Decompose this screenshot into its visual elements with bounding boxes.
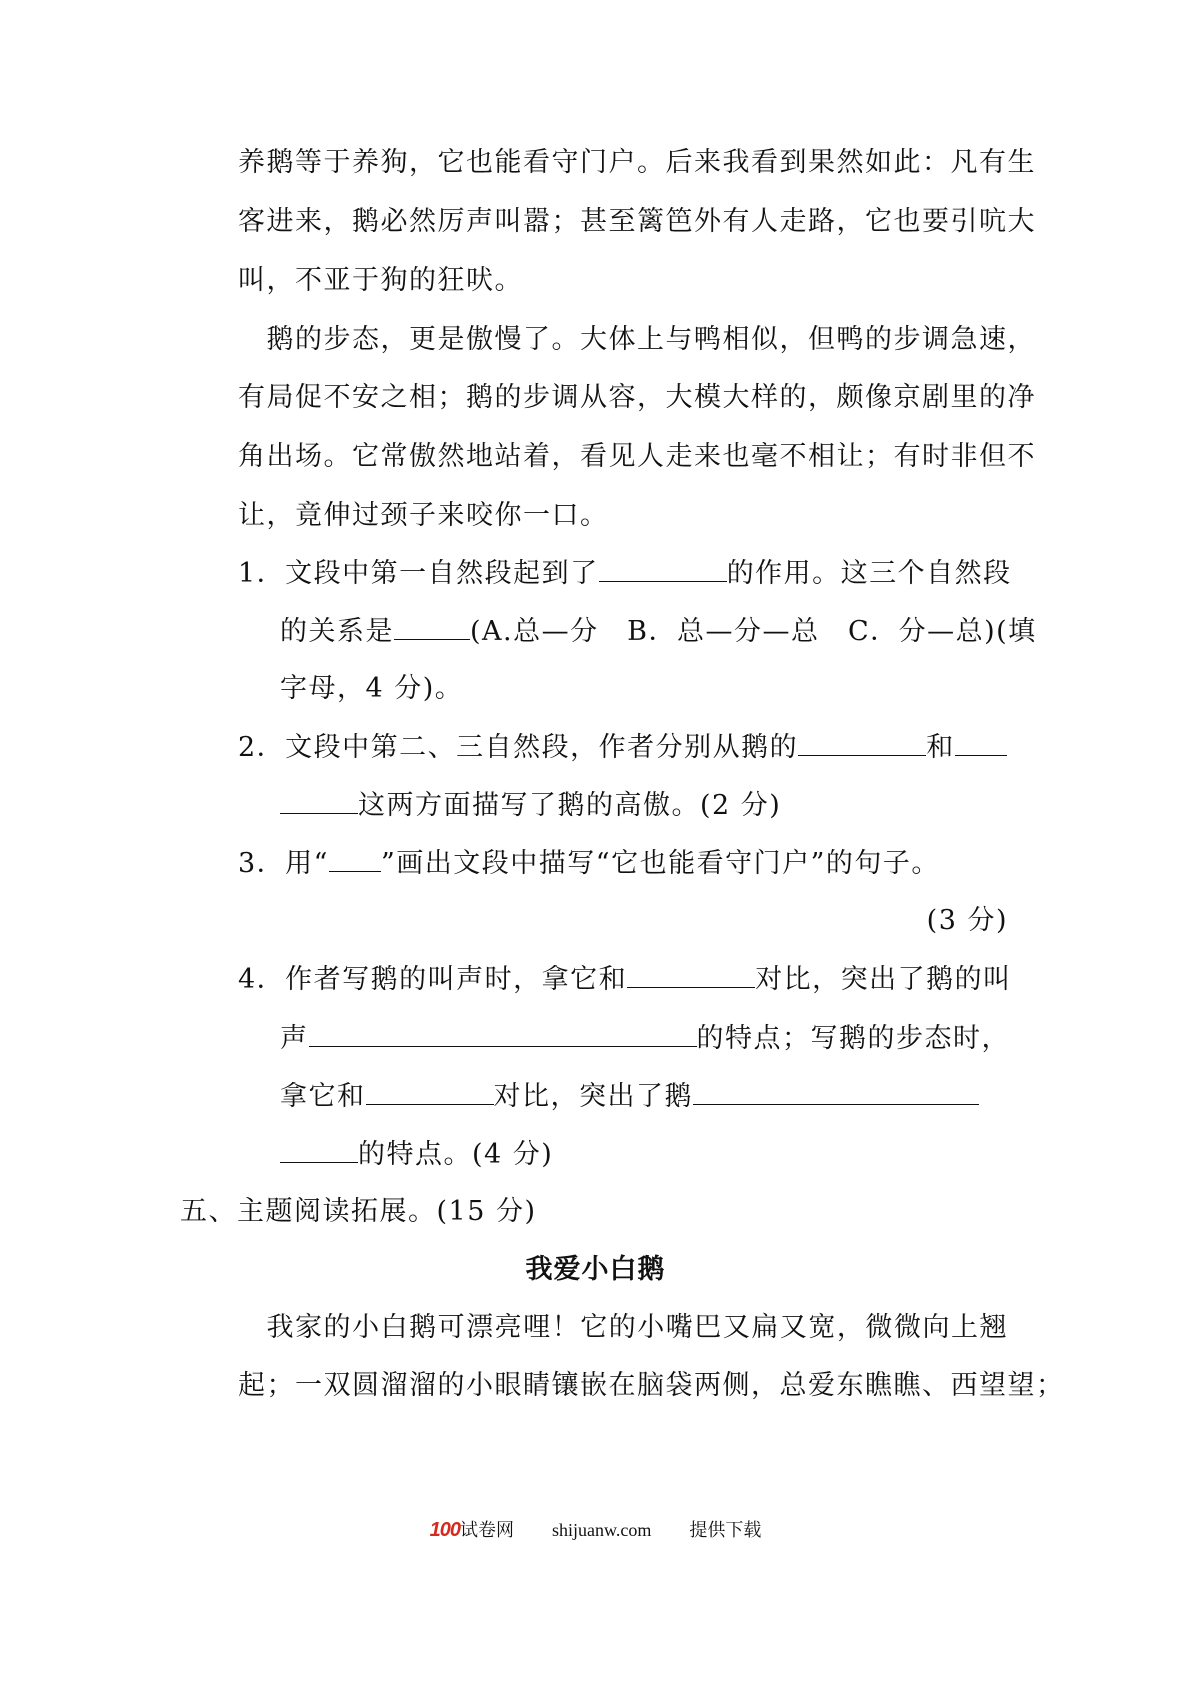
question-4-text-g: 的特点。(4 分) <box>358 1139 554 1170</box>
question-4-text-a: 4．作者写鹅的叫声时，拿它和 <box>238 964 628 995</box>
passage-line-2: 客进来，鹅必然厉声叫嚣；甚至篱笆外有人走路，它也要引吭大 <box>238 206 1036 237</box>
article-title: 我爱小白鹅 <box>525 1254 666 1285</box>
article-line-2: 起；一双圆溜溜的小眼睛镶嵌在脑袋两侧，总爱东瞧瞧、西望望； <box>238 1370 1065 1401</box>
question-3-text-b: ”画出文段中描写“它也能看守门户”的句子。 <box>380 848 940 879</box>
question-4-line-2 <box>280 1018 1008 1059</box>
question-1-text-b: 的作用。这三个自然段 <box>726 558 1012 589</box>
site-logo-icon: 100 <box>429 1519 461 1541</box>
question-1-blank-2[interactable] <box>394 611 470 640</box>
question-4-text-e: 拿它和 <box>280 1081 366 1112</box>
question-4-blank-4b[interactable] <box>280 1134 358 1163</box>
question-4-line-1 <box>238 959 1012 1000</box>
passage-line-4: 鹅的步态，更是傲慢了。大体上与鸭相似，但鸭的步调急速， <box>238 324 1036 355</box>
question-4-text-b: 对比，突出了鹅的叫 <box>755 964 1012 995</box>
question-4-line-4 <box>280 1134 1008 1175</box>
article-line-1: 我家的小白鹅可漂亮哩！它的小嘴巴又扁又宽，微微向上翘 <box>238 1312 1008 1343</box>
question-4-blank-1[interactable] <box>627 959 755 988</box>
question-4-text-c: 声 <box>280 1023 309 1054</box>
question-4-blank-4a[interactable] <box>693 1076 979 1105</box>
question-3-underline-sample <box>329 843 381 872</box>
question-4-line-3 <box>280 1076 1008 1117</box>
question-2-text-a: 2．文段中第二、三自然段，作者分别从鹅的 <box>238 732 799 763</box>
question-2-blank-2b[interactable] <box>280 785 358 814</box>
question-2-text-c: 这两方面描写了鹅的高傲。(2 分) <box>358 790 782 821</box>
site-logo-text: 试卷网 <box>460 1520 515 1540</box>
question-4-blank-2[interactable] <box>309 1018 697 1047</box>
question-2-line-2 <box>280 785 1008 826</box>
question-2-blank-2a[interactable] <box>955 727 1007 756</box>
question-2-line-1 <box>238 727 1008 768</box>
footer <box>0 1516 1191 1544</box>
footer-note: 提供下载 <box>689 1520 762 1540</box>
question-1-text-d: (A.总—分 B．总—分—总 C．分—总)(填 <box>470 616 1037 647</box>
question-1-line-1 <box>238 553 1012 594</box>
question-4-blank-3[interactable] <box>366 1076 494 1105</box>
passage-line-5: 有局促不安之相；鹅的步调从容，大模大样的，颇像京剧里的净 <box>238 382 1036 413</box>
question-3-text-a: 3．用“ <box>238 848 329 879</box>
passage-line-3: 叫，不亚于狗的狂吠。 <box>238 265 523 296</box>
question-1-line-2 <box>280 611 1037 652</box>
question-4-text-d: 的特点；写鹅的步态时， <box>696 1023 1010 1054</box>
question-3-score: (3 分) <box>926 905 1008 936</box>
passage-line-1: 养鹅等于养狗，它也能看守门户。后来我看到果然如此：凡有生 <box>238 147 1036 178</box>
question-1-text-c: 的关系是 <box>280 616 394 647</box>
section-5-heading: 五、主题阅读拓展。(15 分) <box>180 1196 537 1227</box>
question-1-text-a: 1．文段中第一自然段起到了 <box>238 558 599 589</box>
passage-line-6: 角出场。它常傲然地站着，看见人走来也毫不相让；有时非但不 <box>238 441 1036 472</box>
question-2-text-b: 和 <box>926 732 955 763</box>
question-3-line-1 <box>238 843 1008 884</box>
question-4-text-f: 对比，突出了鹅 <box>493 1081 693 1112</box>
question-1-line-3: 字母，4 分)。 <box>280 673 464 704</box>
site-url[interactable]: shijuanw.com <box>552 1520 652 1540</box>
passage-line-7: 让，竟伸过颈子来咬你一口。 <box>238 500 609 531</box>
question-1-blank-1[interactable] <box>599 553 727 582</box>
question-2-blank-1[interactable] <box>798 727 926 756</box>
